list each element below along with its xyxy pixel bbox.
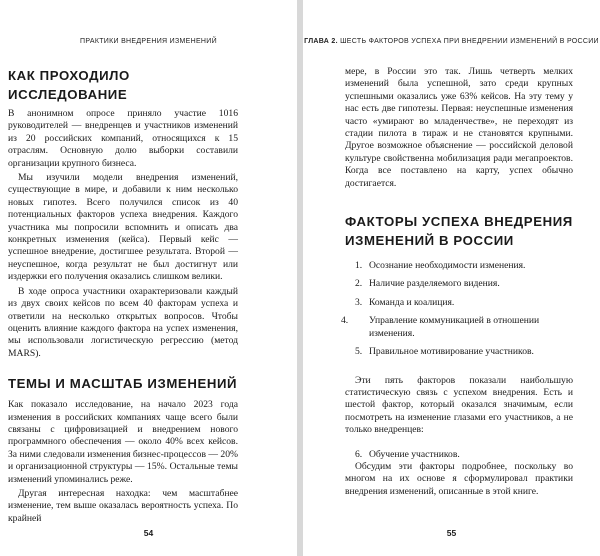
heading-research: КАК ПРОХОДИЛО ИССЛЕДОВАНИЕ: [8, 68, 130, 102]
paragraph: мере, в России это так. Лишь четверть мелких изменений была успешной, зато среди крупных успешными оказались уже 63% кейсов. На эту тему у нас есть две гипотезы. Первая: неуспешные изменения часто «умирают во младенчестве», не переходят из стадии пилота в тираж и не становятся крупными. Другое возможное объяснение — российской деловой культуре свойственна мобилизация ради мегапроектов. Когда все поставлено на карту, успех обычно достигается.: [345, 66, 573, 189]
list-item: 6. Обучение участников.: [355, 448, 460, 460]
running-head-left: ПРАКТИКИ ВНЕДРЕНИЯ ИЗМЕНЕНИЙ: [80, 38, 217, 45]
left-page: [0, 0, 297, 556]
right-content: [341, 66, 573, 498]
paragraph: Обсудим эти факторы подробнее, поскольку во многом на их основе я сформулировал практики внедрения изменений, описанные в этой книге.: [345, 460, 573, 497]
heading-factors: ФАКТОРЫ УСПЕХА ВНЕДРЕНИЯ ИЗМЕНЕНИЙ В РОССИИ: [345, 214, 573, 249]
chapter-label: ГЛАВА 2.: [304, 38, 338, 45]
factor-list: [341, 260, 573, 358]
paragraph: Другая интересная находка: чем масштабнее изменение, тем выше оказалась вероятность успеха. По крайней: [8, 487, 238, 524]
paragraph: Эти пять факторов показали наибольшую статистическую связь с успехом внедрения. Есть и шестой фактор, который оказался значимым, если посмотреть на изменение глазами его участников, а не только внедренцев:: [345, 374, 573, 436]
factor-list-extra: [355, 449, 573, 461]
right-page: [303, 0, 600, 556]
paragraph: В ходе опроса участники охарактеризовали каждый из двух своих кейсов по всем 40 факторам успеха и ответили на несколько открытых вопросов. Чтобы оценить влияние каждого фактора на успех изменения, мы использовали логистическую регрессию (метод MARS).: [8, 285, 238, 359]
page-number-left: 54: [143, 528, 154, 538]
running-head-right: [303, 38, 600, 45]
list-item: 3. Команда и коалиция.: [355, 296, 455, 308]
paragraph: Мы изучили модели внедрения изменений, существующие в мире, и добавили к ним несколько новых гипотез. Всего получился список из 40 потенциальных факторов успеха внедрения. Каждого участника мы попросили вспомнить и описать два конкретных изменения (кейса). Первый кейс — успешное внедрение, достигшее результата. Второй — неуспешное, когда результат не был достигнут или издержки его получения оказались слишком велики.: [8, 172, 238, 283]
chapter-title: ШЕСТЬ ФАКТОРОВ УСПЕХА ПРИ ВНЕДРЕНИИ ИЗМЕНЕНИЙ В РОССИИ: [340, 38, 599, 45]
paragraph: Как показало исследование, на начало 2023 года изменения в российских компаниях чаще всего были связаны с цифровизацией и внедрением нового программного обеспечения — около 40% всех кейсов. За ними следовали изменения бизнес-процессов — 20% и организационной структуры — 15%. Остальные темы изменений упоминались реже.: [8, 399, 238, 485]
left-content: [8, 66, 238, 525]
list-item: 2. Наличие разделяемого видения.: [355, 278, 500, 290]
list-item: 5. Правильное мотивирование участников.: [355, 346, 534, 358]
list-item: 4. Управление коммуникацией в отношении изменения.: [341, 315, 540, 339]
list-item: 1. Осознание необходимости изменения.: [355, 260, 526, 272]
page-number-right: 55: [446, 528, 457, 538]
heading-topics: ТЕМЫ И МАСШТАБ ИЗМЕНЕНИЙ: [8, 376, 238, 392]
paragraph: В анонимном опросе приняло участие 1016 руководителей — внедренцев и участников изменений из 20 российских компаний, относящихся к 15 отраслям. Основную долю выборки составили организации крупного бизнеса.: [8, 108, 238, 169]
